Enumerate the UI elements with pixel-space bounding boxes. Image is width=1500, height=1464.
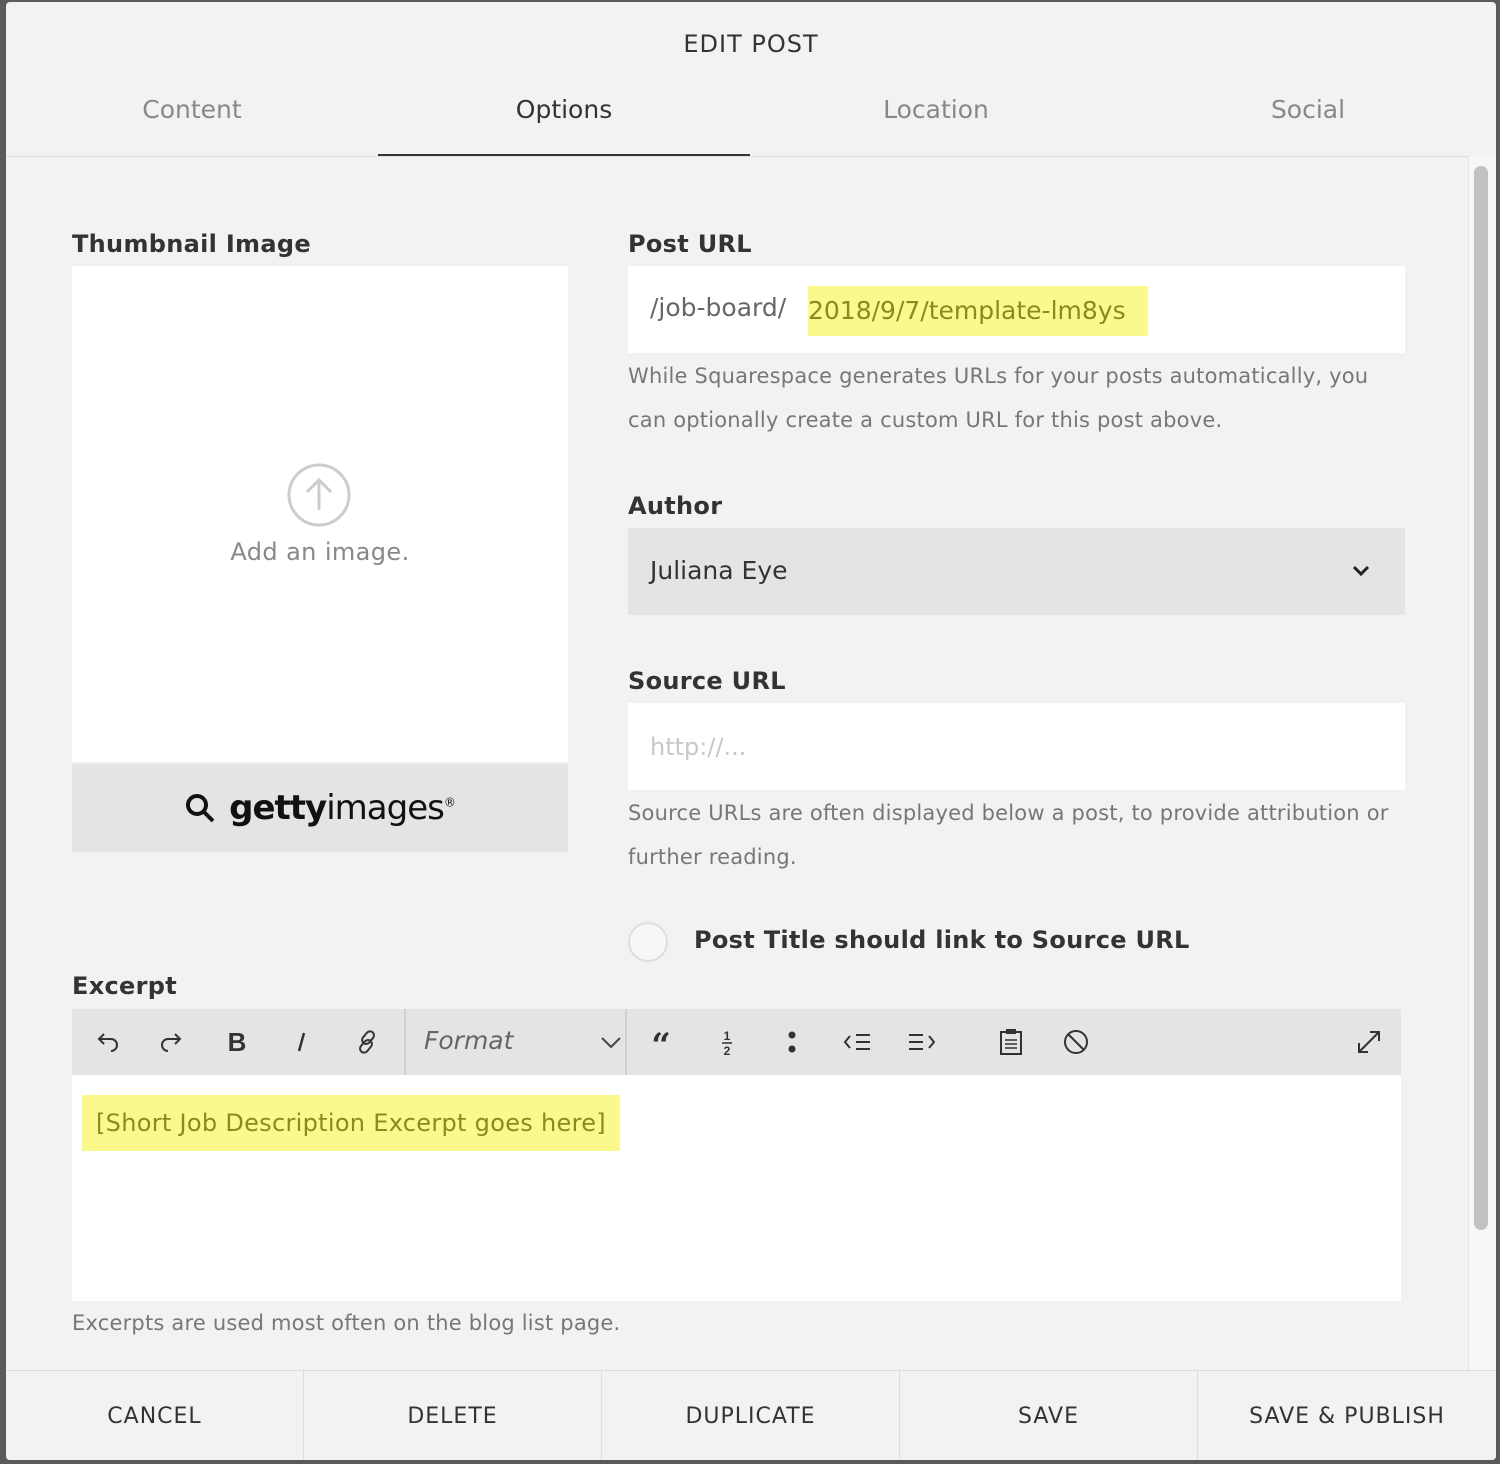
- save-publish-button[interactable]: SAVE & PUBLISH: [1249, 1404, 1445, 1429]
- thumbnail-label: Thumbnail Image: [72, 230, 311, 258]
- excerpt-content[interactable]: [Short Job Description Excerpt goes here]: [82, 1095, 620, 1151]
- bold-button[interactable]: [212, 1009, 262, 1075]
- chevron-down-icon: [600, 1034, 622, 1050]
- duplicate-button[interactable]: DUPLICATE: [602, 1371, 900, 1460]
- svg-text:2: 2: [723, 1044, 731, 1057]
- ordered-list-icon: [712, 1027, 742, 1057]
- italic-button[interactable]: [277, 1009, 327, 1075]
- post-url-prefix: /job-board/: [650, 293, 787, 322]
- thumbnail-dropzone[interactable]: [72, 266, 568, 762]
- redo-icon: [157, 1027, 187, 1057]
- tab-social[interactable]: Social: [1270, 95, 1346, 124]
- delete-button[interactable]: DELETE: [304, 1371, 602, 1460]
- editor-toolbar: [72, 1009, 1401, 1075]
- quote-icon: [646, 1027, 676, 1057]
- tab-bar: [6, 74, 1496, 157]
- author-value: Juliana Eye: [650, 556, 788, 585]
- clipboard-icon: [996, 1027, 1026, 1057]
- indent-icon: [907, 1027, 937, 1057]
- format-label: Format: [424, 1026, 514, 1055]
- getty-images-search-button[interactable]: [72, 764, 568, 852]
- source-url-help: Source URLs are often displayed below a post, to provide attribution or further reading.: [628, 801, 1389, 869]
- author-select[interactable]: [628, 528, 1405, 615]
- fullscreen-button[interactable]: [1344, 1009, 1394, 1075]
- add-image-text: Add an image.: [230, 538, 410, 566]
- toolbar-divider: [404, 1009, 406, 1075]
- toolbar-divider: [625, 1009, 627, 1075]
- bold-icon: [222, 1027, 252, 1057]
- clear-format-button[interactable]: [1051, 1009, 1101, 1075]
- excerpt-help: Excerpts are used most often on the blog list page.: [72, 1311, 621, 1335]
- bullet-list-icon: [777, 1027, 807, 1057]
- dialog-title: EDIT POST: [683, 30, 819, 58]
- link-icon: [352, 1027, 382, 1057]
- clear-format-icon: [1061, 1027, 1091, 1057]
- post-url-slug[interactable]: 2018/9/7/template-lm8ys: [808, 286, 1148, 336]
- paste-button[interactable]: [986, 1009, 1036, 1075]
- unordered-list-button[interactable]: [767, 1009, 817, 1075]
- ordered-list-button[interactable]: [702, 1009, 752, 1075]
- link-to-source-label: Post Title should link to Source URL: [694, 926, 1190, 954]
- save-button[interactable]: SAVE: [900, 1371, 1198, 1460]
- excerpt-editor[interactable]: [72, 1075, 1401, 1301]
- post-url-label: Post URL: [628, 230, 752, 258]
- getty-images-logo: gettyimages®: [72, 764, 568, 852]
- blockquote-button[interactable]: [636, 1009, 686, 1075]
- redo-button[interactable]: [147, 1009, 197, 1075]
- link-button[interactable]: [342, 1009, 392, 1075]
- post-url-help: While Squarespace generates URLs for your posts automatically, you can optionally create a custom URL for this post above.: [628, 364, 1369, 432]
- tab-options[interactable]: Options: [378, 74, 750, 156]
- undo-icon: [92, 1027, 122, 1057]
- search-icon: [185, 793, 215, 823]
- undo-button[interactable]: [82, 1009, 132, 1075]
- format-dropdown[interactable]: [424, 1009, 622, 1075]
- post-url-input[interactable]: [628, 266, 1405, 353]
- indent-button[interactable]: [897, 1009, 947, 1075]
- cancel-button[interactable]: CANCEL: [6, 1371, 304, 1460]
- footer-action-bar: [6, 1370, 1496, 1460]
- chevron-down-icon: [1351, 561, 1371, 581]
- tab-location[interactable]: Location: [883, 95, 989, 124]
- outdent-button[interactable]: [832, 1009, 882, 1075]
- scrollbar-thumb[interactable]: [1474, 166, 1488, 1230]
- italic-icon: [287, 1027, 317, 1057]
- svg-text:B: B: [227, 1027, 247, 1057]
- expand-icon: [1354, 1027, 1384, 1057]
- source-url-label: Source URL: [628, 667, 786, 695]
- author-label: Author: [628, 492, 723, 520]
- link-to-source-radio[interactable]: [628, 922, 668, 962]
- svg-text:1: 1: [723, 1029, 731, 1043]
- svg-text:“: “: [651, 1027, 671, 1057]
- source-url-input[interactable]: [628, 703, 1405, 790]
- tab-content[interactable]: Content: [142, 95, 242, 124]
- upload-arrow-icon: [286, 462, 352, 528]
- excerpt-label: Excerpt: [72, 972, 177, 1000]
- edit-post-dialog: [6, 2, 1496, 1460]
- outdent-icon: [842, 1027, 872, 1057]
